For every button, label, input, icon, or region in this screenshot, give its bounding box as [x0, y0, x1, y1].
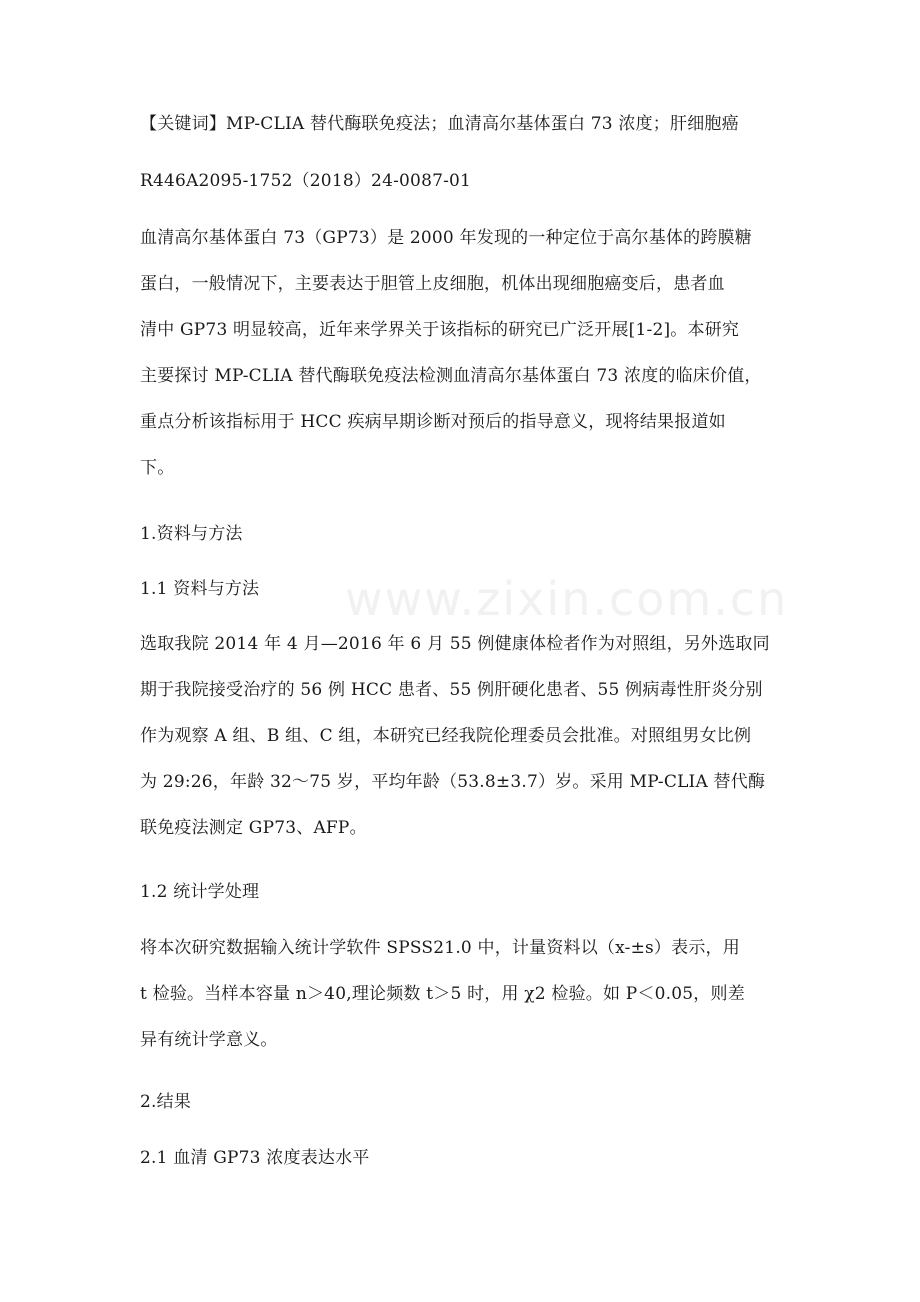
section-heading-1: 1.资料与方法 [140, 524, 243, 544]
paragraph-line: 蛋白，一般情况下，主要表达于胆管上皮细胞，机体出现细胞癌变后，患者血 [140, 274, 725, 294]
paragraph-line: 将本次研究数据输入统计学软件 SPSS21.0 中，计量资料以（x-±s）表示，用 [140, 938, 740, 958]
section-heading-1-1: 1.1 资料与方法 [140, 579, 260, 599]
section-heading-2-1: 2.1 血清 GP73 浓度表达水平 [140, 1148, 370, 1168]
classification-line: R446A2095-1752（2018）24-0087-01 [140, 171, 472, 191]
section-heading-1-2: 1.2 统计学处理 [140, 882, 260, 902]
paragraph-line: 期于我院接受治疗的 56 例 HCC 患者、55 例肝硬化患者、55 例病毒性肝炎分别 [140, 680, 763, 700]
paragraph-line: 重点分析该指标用于 HCC 疾病早期诊断对预后的指导意义，现将结果报道如 [140, 412, 726, 432]
paragraph-line: 联免疫法测定 GP73、AFP。 [140, 818, 367, 838]
keywords-line: 【关键词】MP-CLIA 替代酶联免疫法；血清高尔基体蛋白 73 浓度；肝细胞癌 [140, 114, 739, 134]
paragraph-line: 异有统计学意义。 [140, 1030, 278, 1050]
paragraph-line: 主要探讨 MP-CLIA 替代酶联免疫法检测血清高尔基体蛋白 73 浓度的临床价值， [140, 366, 762, 386]
paragraph-line: 作为观察 A 组、B 组、C 组，本研究已经我院伦理委员会批准。对照组男女比例 [140, 726, 752, 746]
paragraph-line: 清中 GP73 明显较高，近年来学界关于该指标的研究已广泛开展[1-2]。本研究 [140, 320, 740, 340]
paragraph-line: t 检验。当样本容量 n＞40,理论频数 t＞5 时，用 χ2 检验。如 P＜0.05，则差 [140, 984, 745, 1004]
watermark-text: www.zixin.com.cn [345, 572, 789, 626]
paragraph-line: 下。 [140, 458, 175, 478]
section-heading-2: 2.结果 [140, 1092, 192, 1112]
paragraph-line: 选取我院 2014 年 4 月—2016 年 6 月 55 例健康体检者作为对照组，另外选取同 [140, 634, 770, 654]
paragraph-line: 为 29:26，年龄 32～75 岁，平均年龄（53.8±3.7）岁。采用 MP-CLIA 替代酶 [140, 772, 766, 792]
paragraph-line: 血清高尔基体蛋白 73（GP73）是 2000 年发现的一种定位于高尔基体的跨膜糖 [140, 228, 752, 248]
